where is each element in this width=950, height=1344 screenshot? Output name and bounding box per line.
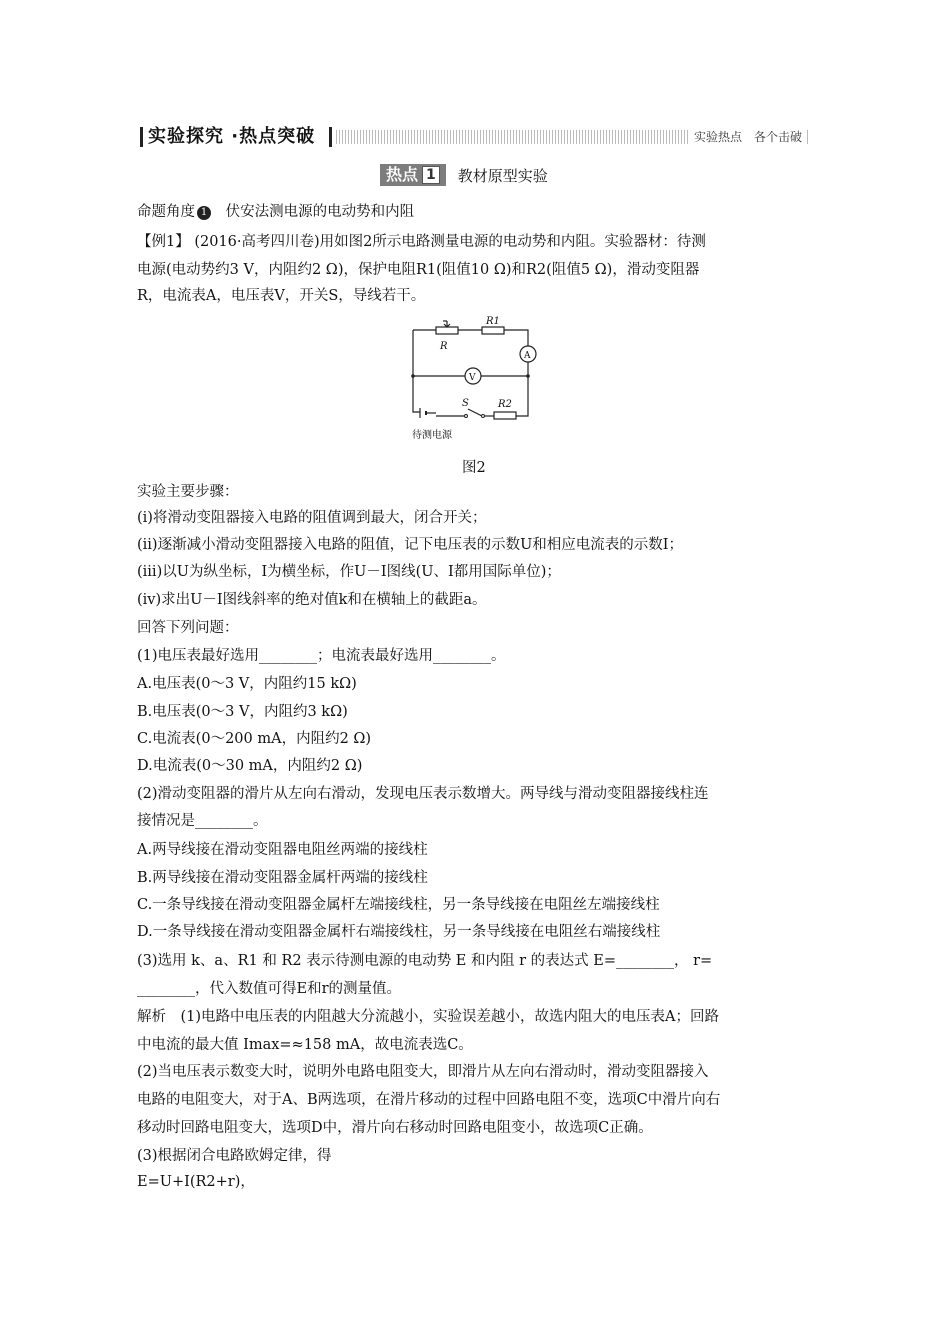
solution-line: 移动时回路电阻变大，选项D中，滑片向右移动时回路电阻变小，故选项C正确。 [137,1120,653,1136]
question-line: (3)选用 k、a、R1 和 R2 表示待测电源的电动势 E 和内阻 r 的表达式 E=________， r= [137,953,713,969]
hotspot-caption: 教材原型实验 [457,166,548,185]
option-line: C.一条导线接在滑动变阻器金属杆左端接线柱，另一条导线接在电阻丝左端接线柱 [137,897,660,913]
circuit-wire [516,362,528,416]
circuit-wire [504,330,528,346]
example-line: 电源(电动势约3 V，内阻约2 Ω)，保护电阻R1(阻值10 Ω)和R2(阻值5 Ω)，滑动变阻器 [137,262,700,278]
section-subtitle: 实验热点 各个击破 [690,128,806,146]
solution-line: 电路的电阻变大，对于A、B两选项，在滑片移动的过程中回路电阻不变，选项C中滑片向右 [137,1092,721,1108]
banner-divider [329,127,332,147]
circuit-diagram [400,316,550,446]
label-r: R [440,341,448,352]
question-line: 接情况是________。 [137,813,268,829]
example-line: 【例1】 (2016·高考四川卷)用如图2所示电路测量电源的电动势和内阻。实验器材：待测 [137,234,706,250]
figure-caption: 图2 [462,460,486,476]
banner-divider [140,127,143,147]
option-line: B.两导线接在滑动变阻器金属杆两端的接线柱 [137,870,428,886]
switch-contact [482,415,485,418]
angle-text: 伏安法测电源的电动势和内阻 [225,204,415,220]
switch-symbol [468,409,482,416]
label-s: S [462,398,469,409]
circuit-wire [413,330,420,412]
hotspot-heading [380,164,548,186]
angle-prefix: 命题角度 [137,204,195,220]
angle-line [137,202,414,222]
solution-line: E=U+I(R2+r)， [137,1174,255,1190]
junction-dot [526,374,530,378]
solution-line: (2)当电压表示数变大时，说明外电路电阻变大，即滑片从左向右滑动时，滑动变阻器接入 [137,1064,709,1080]
questions-heading: 回答下列问题： [137,620,239,636]
label-source: 待测电源 [412,430,452,441]
question-line: (1)电压表最好选用________；电流表最好选用________。 [137,648,506,664]
step-line: (ⅰ)将滑动变阻器接入电路的阻值调到最大，闭合开关； [137,510,487,526]
hotspot-label: 热点 [386,165,419,184]
rheostat-symbol [436,327,458,334]
option-line: D.电流表(0～30 mA，内阻约2 Ω) [137,758,363,774]
option-line: B.电压表(0～3 V，内阻约3 kΩ) [137,704,348,720]
step-line: (ⅱ)逐渐减小滑动变阻器接入电路的阻值，记下电压表的示数U和相应电流表的示数I； [137,537,684,553]
question-line: ________，代入数值可得E和r的测量值。 [137,981,402,997]
solution-line: 解析 (1)电路中电压表的内阻越大分流越小，实验误差越小，故选内阻大的电压表A；回路 [137,1009,720,1025]
solution-line: (3)根据闭合电路欧姆定律，得 [137,1148,332,1164]
steps-heading: 实验主要步骤： [137,484,239,500]
step-line: (ⅲ)以U为纵坐标，I为横坐标，作U－I图线(U、I都用国际单位)； [137,564,561,580]
hotspot-number: 1 [422,166,440,184]
section-title: 实验探究 ·热点突破 [148,126,316,147]
resistor-r2 [494,412,516,419]
junction-dot [411,374,415,378]
label-a: A [524,351,531,361]
resistor-r1 [482,327,504,334]
hotspot-badge [380,164,446,186]
switch-contact [465,415,468,418]
label-r1: R1 [486,316,500,327]
question-line: (2)滑动变阻器的滑片从左向右滑动，发现电压表示数增大。两导线与滑动变阻器接线柱连 [137,786,709,802]
option-line: D.一条导线接在滑动变阻器金属杆右端接线柱，另一条导线接在电阻丝右端接线柱 [137,924,661,940]
option-line: A.电压表(0～3 V，内阻约15 kΩ) [137,676,357,692]
label-v: V [469,373,476,383]
step-line: (ⅳ)求出U－I图线斜率的绝对值k和在横轴上的截距a。 [137,592,487,608]
label-r2: R2 [498,399,512,410]
option-line: C.电流表(0～200 mA，内阻约2 Ω) [137,731,372,747]
example-line: R，电流表A，电压表V，开关S，导线若干。 [137,288,426,304]
option-line: A.两导线接在滑动变阻器电阻丝两端的接线柱 [137,842,428,858]
section-banner [140,126,810,148]
angle-number: 1 [197,206,211,220]
solution-line: 中电流的最大值 Imax=≈158 mA，故电流表选C。 [137,1037,473,1053]
